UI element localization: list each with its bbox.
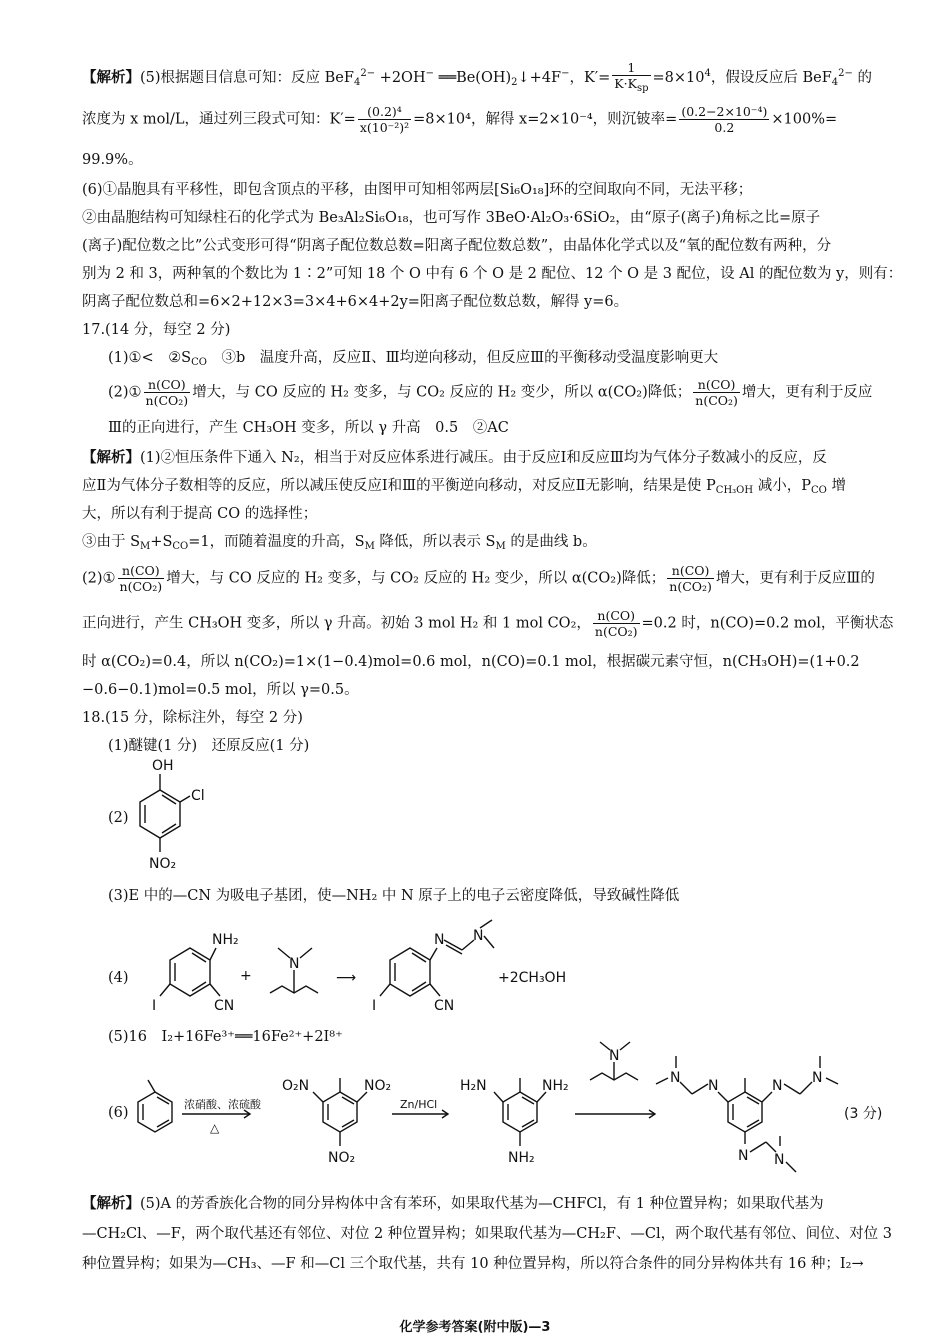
text: =1，而随着温度的升高，S [188, 534, 365, 550]
n-label: N [774, 1152, 785, 1168]
a18-line-2: —CH₂Cl、—F，两个取代基还有邻位、对位 2 种位置异构；如果取代基为—CH₂F、—Cl，两个取代基有邻位、间位、对位 3 [82, 1226, 892, 1242]
n-label: N [609, 1048, 620, 1064]
denominator: n(CO₂) [695, 393, 738, 408]
denominator: n(CO₂) [145, 393, 189, 408]
cl-label: Cl [191, 788, 205, 804]
imine-bond [750, 1142, 766, 1152]
reaction-4 [150, 918, 620, 1032]
h2n-label: H₂N [460, 1078, 487, 1094]
k-fraction [612, 60, 650, 96]
text: =8×10⁴，解得 x=2×10⁻⁴，则沉铍率= [413, 111, 678, 128]
co-ratio-fraction [593, 608, 640, 639]
benzene-ring [140, 790, 180, 838]
text: ══Be(OH) [434, 70, 512, 86]
page-footer: 化学参考答案(附中版)—3 [399, 1320, 551, 1335]
n-label: N [434, 932, 445, 948]
n-methyl [786, 1162, 796, 1172]
denominator: n(CO₂) [594, 624, 638, 639]
byproduct-methanol: +2CH₃OH [498, 970, 567, 986]
q17-answer-2 [108, 377, 888, 408]
score-note: (3 分) [844, 1106, 883, 1122]
n-methyl [300, 948, 312, 958]
n-label: N [289, 956, 300, 972]
q18-label-2: (2) [108, 810, 129, 826]
synthesis-route [130, 1040, 890, 1184]
text: 的是曲线 b。 [505, 534, 597, 550]
bond-cn [210, 984, 220, 996]
cn-label: CN [434, 998, 455, 1014]
analysis-line-6: (离子)配位数之比”公式变形可得“阴离子配位数总数=阳离子配位数总数”，由晶体化学式以及“氧的配位数有两种，分 [82, 238, 832, 254]
sub: CH₃OH [715, 485, 754, 496]
n-label: N [708, 1078, 719, 1094]
sub: 4 [831, 77, 839, 88]
analysis-line-7: 别为 2 和 3，两种氧的个数比为 1∶2”可知 18 个 O 中有 6 个 O 是 2 配位、12 个 O 是 3 配位，设 Al 的配位数为 y，则有： [82, 266, 903, 282]
analysis-line-8: 阴离子配位数总和=6×2+12×3=3×4+6×4+2y=阳离子配位数总数，解得 y=6。 [82, 294, 629, 310]
analysis-tag: 【解析】 [82, 70, 140, 86]
text: 增大，更有利于反应 [741, 384, 873, 401]
co-ratio-fraction [667, 563, 714, 594]
bond-cl [180, 796, 190, 802]
a17-line-2 [82, 474, 888, 496]
a17-line-5 [82, 563, 888, 594]
text: 正向进行，产生 CH₃OH 变多，所以 γ 升高。初始 3 mol H₂ 和 1 mol CO₂， [82, 615, 591, 632]
yield-fraction [679, 104, 769, 135]
text: ，假设反应后 BeF [710, 70, 832, 86]
numerator: n(CO) [693, 377, 740, 393]
text: 增大，与 CO 反应的 H₂ 变多，与 CO₂ 反应的 H₂ 变少，所以 α(CO₂)降低； [166, 570, 666, 587]
double-bond [747, 1120, 759, 1127]
chloronitrophenol-svg [130, 760, 230, 880]
numerator: 1 [612, 60, 650, 76]
bond-no2 [313, 1092, 323, 1102]
numerator: (0.2−2×10⁻⁴) [681, 104, 768, 119]
double-bond [192, 982, 206, 991]
text: ③b 温度升高，反应Ⅱ、Ⅲ均逆向移动，但反应Ⅲ的平衡移动受温度影响更大 [206, 350, 719, 366]
no2-label: NO₂ [364, 1078, 392, 1094]
text: 降低，所以表示 S [374, 534, 496, 550]
q18-label-6: (6) [108, 1105, 129, 1121]
analysis-tag: 【解析】 [82, 450, 140, 466]
bond [718, 1092, 728, 1102]
n-methyl [484, 936, 494, 948]
bond-cn [430, 984, 440, 996]
sub: CO [191, 357, 207, 368]
bond-nh2 [210, 948, 216, 960]
sup: 2− [360, 68, 376, 79]
double-bond [157, 1120, 169, 1127]
q18-answer-1: (1)醚键(1 分) 还原反应(1 分) [108, 738, 310, 754]
text: 的 [852, 70, 872, 86]
double-bond [162, 824, 176, 833]
plus-sign: + [240, 968, 252, 984]
sub: M [364, 541, 375, 552]
text: (5)根据题目信息可知：反应 BeF [140, 70, 354, 86]
co-ratio-fraction [693, 377, 740, 408]
numerator: n(CO) [118, 563, 165, 579]
analysis-line-4: (6)①晶胞具有平移性，即包含顶点的平移，由图甲可知相邻两层[Si₆O₁₈]环的空间取向不同，无法平移； [82, 182, 753, 198]
analysis-tag: 【解析】 [82, 1196, 140, 1212]
double-bond [342, 1120, 354, 1127]
n-label: N [473, 928, 484, 944]
no2-label: NO₂ [149, 856, 177, 872]
text: +2OH [375, 70, 426, 86]
double-bond [192, 953, 206, 962]
benzene-ring [170, 948, 210, 996]
text: =0.2 时，n(CO)=0.2 mol，平衡状态 [641, 615, 894, 632]
text: 增 [826, 478, 846, 494]
n-methyl [826, 1078, 838, 1084]
double-bond [342, 1097, 354, 1104]
analysis-line-3: 99.9%。 [82, 152, 143, 168]
sup: − [561, 68, 570, 79]
q18-answer-3: (3)E 中的—CN 为吸电子基团，使—NH₂ 中 N 原子上的电子云密度降低，导致碱性降低 [108, 888, 680, 904]
imine-bond [784, 1084, 800, 1094]
bond [680, 1082, 692, 1094]
bond-nh2 [494, 1092, 503, 1102]
double-bond [522, 1120, 534, 1127]
text: +S [150, 534, 173, 550]
text: 减小，P [753, 478, 811, 494]
analysis-line-1 [82, 60, 888, 96]
nh2-label: NH₂ [212, 932, 239, 948]
bond [800, 1082, 812, 1094]
q17-answer-1 [108, 346, 888, 368]
nh2-label: NH₂ [542, 1078, 569, 1094]
text: 应Ⅱ为气体分子数相等的反应，所以减压使反应Ⅰ和Ⅲ的平衡逆向移动，对反应Ⅱ无影响，结果是使 P [82, 478, 716, 494]
text: K·K [614, 76, 637, 91]
bond-i [160, 984, 170, 996]
a17-line-3: 大，所以有利于提高 CO 的选择性； [82, 506, 318, 522]
cn-label: CN [214, 998, 235, 1014]
n-methyl [656, 1078, 668, 1084]
imine-bond [692, 1084, 708, 1094]
analysis-line-2 [82, 104, 888, 135]
denominator: x(10⁻²)² [359, 120, 410, 135]
n-label: N [812, 1070, 823, 1086]
o2n-label: O₂N [282, 1078, 310, 1094]
bond [766, 1142, 776, 1152]
numerator: n(CO) [593, 608, 640, 624]
i-label: I [152, 998, 157, 1014]
heat-symbol: △ [210, 1121, 220, 1135]
a18-line-1 [82, 1192, 888, 1213]
reagent-reduction: Zn/HCl [400, 1098, 438, 1111]
question-17-header: 17.(14 分，每空 2 分) [82, 322, 231, 338]
bond-n [430, 948, 437, 960]
sub: CO [172, 541, 189, 552]
sup: 2− [838, 68, 853, 79]
text: 浓度为 x mol/L，通过列三段式可知：K′= [82, 111, 356, 128]
nh2-label: NH₂ [508, 1150, 535, 1166]
numerator: n(CO) [667, 563, 714, 579]
q18-label-4: (4) [108, 970, 129, 986]
oh-label: OH [152, 758, 174, 774]
text: (2)① [82, 570, 116, 587]
n-methyl [480, 920, 492, 928]
q18-answer-5: (5)16 I₂+16Fe³⁺══16Fe²⁺+2I⁸⁺ [108, 1029, 343, 1045]
co-ratio-fraction [118, 563, 165, 594]
a18-line-3: 种位置异构；如果为—CH₃、—F 和—Cl 三个取代基，共有 10 种位置异构，所以符合条件的同分异构体共有 16 种；I₂→ [82, 1256, 864, 1272]
double-bond [162, 795, 176, 804]
a17-line-8: −0.6−0.1)mol=0.5 mol，所以 γ=0.5。 [82, 682, 359, 698]
text: =8×10 [652, 70, 705, 86]
denominator: 0.2 [714, 120, 735, 135]
reagent-nitration: 浓硝酸、浓硫酸 [184, 1098, 261, 1111]
double-bond [747, 1097, 759, 1104]
text: (1)①< ②S [108, 350, 192, 366]
q17-answer-3: Ⅲ的正向进行，产生 CH₃OH 变多，所以 γ 升高 0.5 ②AC [108, 420, 509, 436]
text: ↓+4F [517, 70, 562, 86]
sup: 4 [704, 68, 711, 79]
text: (5)A 的芳香族化合物的同分异构体中含有苯环，如果取代基为—CHFCl，有 1 种位置异构；如果取代基为 [140, 1196, 824, 1212]
n-methyl [620, 1042, 630, 1050]
a17-line-4 [82, 530, 888, 552]
sub: 2 [511, 77, 518, 88]
no2-label: NO₂ [328, 1150, 356, 1166]
sub: M [140, 541, 151, 552]
n-label: N [738, 1148, 749, 1164]
numerator: n(CO) [144, 377, 191, 393]
analysis-line-5: ②由晶胞结构可知绿柱石的化学式为 Be₃Al₂Si₆O₁₈，也可写作 3BeO·Al₂O₃·6SiO₂，由“原子(离子)角标之比=原子 [82, 210, 821, 226]
text: 增大，与 CO 反应的 H₂ 变多，与 CO₂ 反应的 H₂ 变少，所以 α(CO₂)降低； [192, 384, 692, 401]
text: ③由于 S [82, 534, 141, 550]
n-label: N [772, 1078, 783, 1094]
structure-chloronitrophenol [130, 760, 230, 884]
double-bond [522, 1097, 534, 1104]
sub: 4 [353, 77, 361, 88]
text: 增大，更有利于反应Ⅲ的 [715, 570, 875, 587]
denominator: n(CO₂) [669, 579, 712, 594]
denominator [612, 76, 650, 96]
text: (1)②恒压条件下通入 N₂，相当于对反应体系进行减压。由于反应Ⅰ和反应Ⅲ均为气体分子数减小的反应，反 [140, 450, 827, 466]
reaction-4-svg [150, 918, 620, 1028]
a17-line-6 [82, 608, 894, 639]
a17-line-7: 时 α(CO₂)=0.4，所以 n(CO₂)=1×(1−0.4)mol=0.6 mol，n(CO)=0.1 mol，根据碳元素守恒，n(CH₃OH)=(1+0.2 [82, 654, 860, 670]
text: ×100%= [771, 111, 838, 128]
i-label: I [372, 998, 377, 1014]
co-ratio-fraction [144, 377, 191, 408]
reaction-arrow: ⟶ [336, 970, 357, 986]
text: ，K′= [569, 70, 611, 86]
text: (2)① [108, 384, 142, 401]
a17-line-1 [82, 446, 888, 467]
numerator: (0.2)⁴ [358, 104, 411, 120]
k-prime-fraction [358, 104, 411, 135]
benzene-ring [390, 948, 430, 996]
methyl [148, 1080, 155, 1092]
n-label: N [670, 1070, 681, 1086]
double-bond [412, 982, 426, 991]
double-bond [412, 953, 426, 962]
denominator: n(CO₂) [119, 579, 163, 594]
double-bond [157, 1097, 169, 1104]
bond-i [380, 984, 390, 996]
sup: − [425, 68, 434, 79]
sub: CO [810, 485, 827, 496]
sub: sp [636, 83, 649, 94]
sub: M [495, 541, 506, 552]
bond [762, 1092, 772, 1102]
synthesis-route-svg [130, 1040, 890, 1180]
question-18-header: 18.(15 分，除标注外，每空 2 分) [82, 710, 303, 726]
